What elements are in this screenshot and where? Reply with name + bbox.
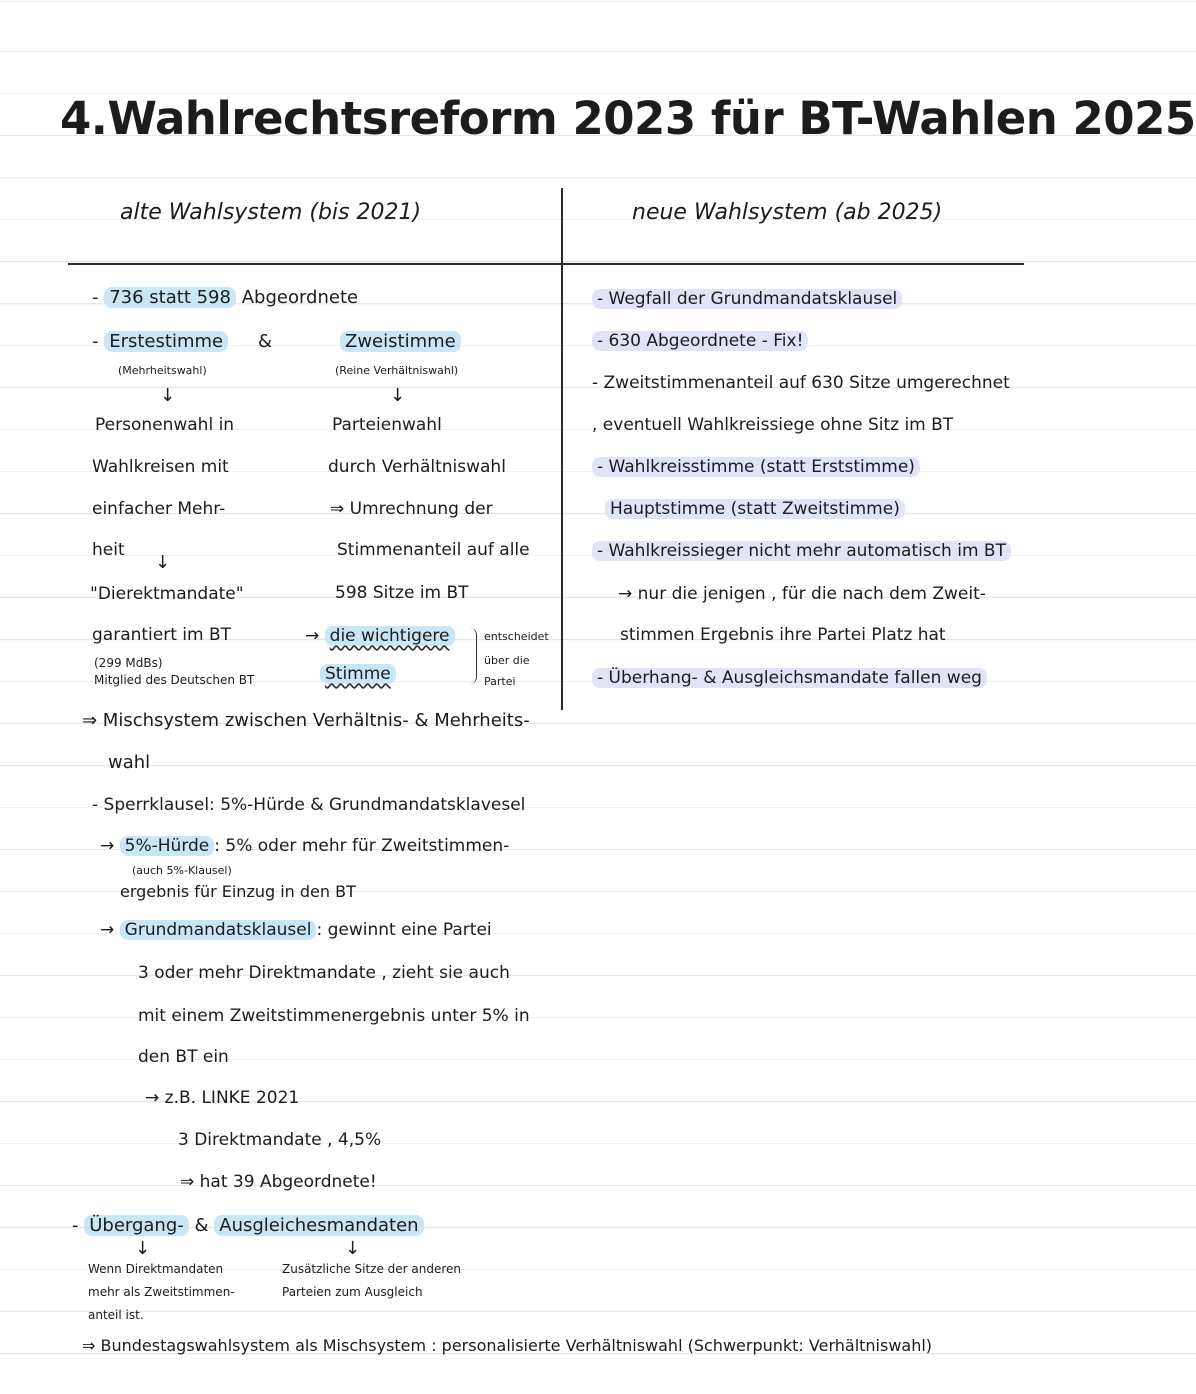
seats-rest: Abgeordnete bbox=[241, 287, 359, 308]
arrow-right-icon: → bbox=[305, 626, 320, 646]
huerde-line bbox=[100, 836, 509, 856]
example-line: 3 Direktmandate , 4,5% bbox=[178, 1130, 382, 1150]
ueber-note: anteil ist. bbox=[88, 1308, 144, 1322]
example-text: z.B. LINKE 2021 bbox=[164, 1088, 300, 1108]
page-title: 4.Wahlrechtsreform 2023 für BT-Wahlen 2025 bbox=[60, 92, 1196, 145]
example-line bbox=[145, 1088, 299, 1108]
ampersand: & bbox=[258, 331, 273, 352]
direktmandate-label: "Dierektmandate" bbox=[90, 584, 244, 604]
zweit-text: 598 Sitze im BT bbox=[335, 583, 469, 603]
right-column-header: neue Wahlsystem (ab 2025) bbox=[632, 200, 943, 225]
huerde-text2: ergebnis für Einzug in den BT bbox=[120, 882, 356, 901]
stimme-label: Stimme bbox=[320, 664, 396, 684]
grund-text-line: den BT ein bbox=[138, 1047, 229, 1067]
misch-line: wahl bbox=[108, 752, 151, 773]
right-item: - Wahlkreissieger nicht mehr automatisch im BT bbox=[592, 541, 1011, 561]
right-item: - Überhang- & Ausgleichsmandate fallen weg bbox=[592, 668, 987, 688]
zweitstimme-label: Zweistimme bbox=[340, 331, 461, 352]
ausgleich-note: Parteien zum Ausgleich bbox=[282, 1285, 423, 1299]
arrow-down-icon: ↓ bbox=[160, 385, 176, 406]
right-item: , eventuell Wahlkreissiege ohne Sitz im BT bbox=[592, 415, 954, 435]
grund-text-line: 3 oder mehr Direktmandate , zieht sie auch bbox=[138, 963, 510, 983]
arrow-down-icon: ↓ bbox=[155, 552, 171, 573]
erst-text: einfacher Mehr- bbox=[92, 499, 226, 519]
erst-text: heit bbox=[92, 540, 125, 560]
garantiert-text: garantiert im BT bbox=[92, 625, 232, 645]
wichtigere-label: die wichtigere bbox=[325, 626, 455, 646]
zweit-note: (Reine Verhältniswahl) bbox=[335, 364, 459, 377]
ausgleich-note: Zusätzliche Sitze der anderen bbox=[282, 1262, 462, 1276]
seats-count: 736 statt 598 bbox=[104, 287, 236, 308]
ausgleich-label: Ausgleichesmandaten bbox=[214, 1215, 423, 1236]
footer-conclusion: ⇒ Bundestagswahlsystem als Mischsystem : personalisierte Verhältniswahl (Schwerpunkt: Verhältniswahl) bbox=[82, 1336, 933, 1355]
grund-label: Grundmandatsklausel bbox=[120, 920, 317, 940]
right-item: - Wahlkreisstimme (statt Erststimme) bbox=[592, 457, 920, 477]
huerde-label: 5%-Hürde bbox=[120, 836, 215, 856]
zweit-text: ⇒ Umrechnung der bbox=[330, 499, 493, 519]
ueber-note: mehr als Zweitstimmen- bbox=[88, 1285, 235, 1299]
huerde-text: : 5% oder mehr für Zweitstimmen- bbox=[214, 836, 510, 856]
right-item: - Wegfall der Grundmandatsklausel bbox=[592, 289, 902, 309]
uebergang-label: Übergang- bbox=[84, 1215, 189, 1236]
entscheidet-note: entscheidet bbox=[484, 630, 549, 643]
right-item: - Zweitstimmenanteil auf 630 Sitze umgerechnet bbox=[592, 373, 1010, 393]
sperrklausel-line: - Sperrklausel: 5%-Hürde & Grundmandatsklavesel bbox=[92, 795, 526, 815]
example-line: ⇒ hat 39 Abgeordnete! bbox=[180, 1172, 377, 1192]
misch-line: ⇒ Mischsystem zwischen Verhältnis- & Mehrheits- bbox=[82, 710, 530, 731]
right-item: → nur die jenigen , für die nach dem Zweit- bbox=[618, 584, 986, 604]
arrow-down-icon: ↓ bbox=[345, 1238, 361, 1259]
brace bbox=[470, 628, 477, 684]
arrow-down-icon: ↓ bbox=[135, 1238, 151, 1259]
erst-note: (Mehrheitswahl) bbox=[118, 364, 207, 377]
mdb-note: (299 MdBs) bbox=[94, 656, 163, 670]
stimmen-line: - Erstestimme bbox=[92, 331, 228, 353]
zweit-text: durch Verhältniswahl bbox=[328, 457, 506, 477]
erst-text: Personenwahl in bbox=[95, 415, 235, 435]
arrow-right-icon: → bbox=[100, 920, 115, 940]
right-item: - 630 Abgeordnete - Fix! bbox=[592, 331, 808, 351]
right-item: stimmen Ergebnis ihre Partei Platz hat bbox=[620, 625, 946, 645]
uebergang-line: - Übergang- & Ausgleichesmandaten bbox=[72, 1215, 424, 1237]
erst-text: Wahlkreisen mit bbox=[92, 457, 229, 477]
entscheidet-note: Partei bbox=[484, 675, 516, 688]
mitglied-note: Mitglied des Deutschen BT bbox=[94, 673, 255, 687]
left-column-header: alte Wahlsystem (bis 2021) bbox=[120, 200, 422, 225]
zweit-text: Stimmenanteil auf alle bbox=[337, 540, 530, 560]
grund-line bbox=[100, 920, 492, 940]
entscheidet-note: über die bbox=[484, 654, 530, 667]
right-item: Hauptstimme (statt Zweitstimme) bbox=[605, 499, 905, 519]
grund-text-line: mit einem Zweitstimmenergebnis unter 5% in bbox=[138, 1006, 530, 1026]
arrow-down-icon: ↓ bbox=[390, 385, 406, 406]
zweit-text: Parteienwahl bbox=[332, 415, 442, 435]
arrow-right-icon: → bbox=[145, 1088, 160, 1108]
ueber-note: Wenn Direktmandaten bbox=[88, 1262, 224, 1276]
wichtigere-line bbox=[305, 626, 455, 646]
seats-line: - 736 statt 598 Abgeordnete bbox=[92, 287, 359, 308]
arrow-right-icon: → bbox=[100, 836, 115, 856]
column-divider bbox=[561, 188, 563, 710]
header-divider bbox=[68, 263, 1024, 265]
huerde-note: (auch 5%-Klausel) bbox=[132, 864, 232, 877]
grund-text: : gewinnt eine Partei bbox=[316, 920, 492, 940]
erststimme-label: Erstestimme bbox=[104, 331, 228, 352]
